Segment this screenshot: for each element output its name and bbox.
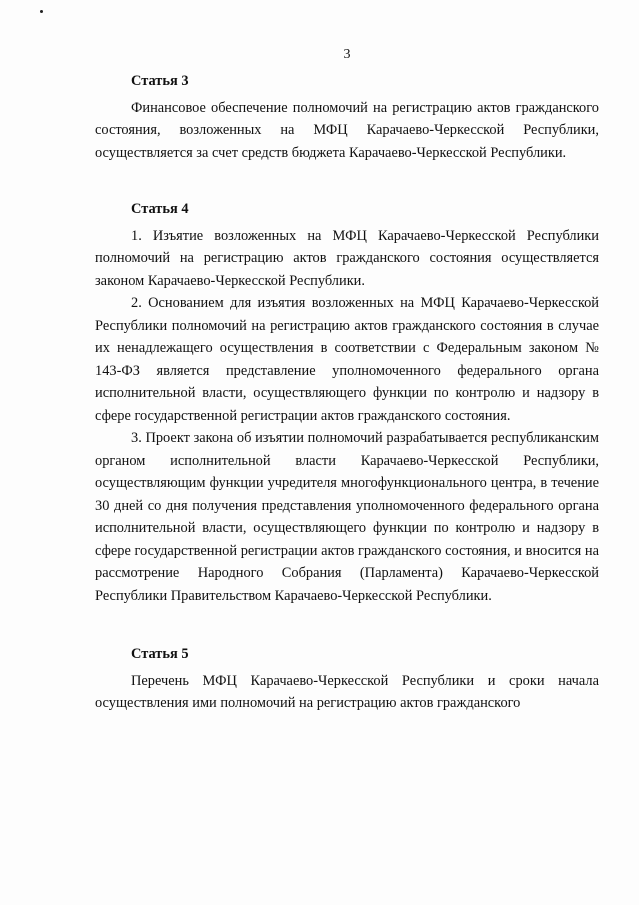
article-paragraph: 3. Проект закона об изъятии полномочий разрабатывается республиканским органом исполнительной власти Карачаево-Черкесской Республики, осуществляющим функции учредителя многофункционального центра, в течение 30 дней со дня получения представления уполномоченного федерального органа исполнительной власти, осуществляющего функции по контролю и надзору в сфере государственной регистрации актов гражданского состояния, и вносится на рассмотрение Народного Собрания (Парламента) Карачаево-Черкесской Республики Правительством Карачаево-Черкесской Республики. xyxy=(95,430,599,604)
article-3 xyxy=(95,70,599,164)
article-paragraph: 1. Изъятие возложенных на МФЦ Карачаево-Черкесской Республики полномочий на регистрацию актов гражданского состояния осуществляется законом Карачаево-Черкесской Республики. xyxy=(95,227,599,289)
scan-mark xyxy=(40,10,43,13)
article-5 xyxy=(95,643,599,715)
article-paragraph: 2. Основанием для изъятия возложенных на МФЦ Карачаево-Черкесской Республики полномочий на регистрацию актов гражданского состояния в случае их ненадлежащего осуществления в соответствии с Федеральным законом № 143-ФЗ является представление уполномоченного федерального органа исполнительной власти, осуществляющего функции по контролю и надзору в сфере государственной регистрации актов гражданского состояния. xyxy=(95,295,599,424)
article-paragraph: Финансовое обеспечение полномочий на регистрацию актов гражданского состояния, возложенных на МФЦ Карачаево-Черкесской Республики, осуществляется за счет средств бюджета Карачаево-Черкесской Республики. xyxy=(95,99,599,161)
article-heading: Статья 5 xyxy=(131,646,189,662)
article-heading: Статья 4 xyxy=(131,201,189,217)
article-paragraph: Перечень МФЦ Карачаево-Черкесской Республики и сроки начала осуществления ими полномочий на регистрацию актов гражданского xyxy=(95,672,599,711)
document-body xyxy=(95,70,599,715)
article-heading: Статья 3 xyxy=(131,73,189,89)
page-number: 3 xyxy=(343,47,351,62)
article-4 xyxy=(95,198,599,607)
